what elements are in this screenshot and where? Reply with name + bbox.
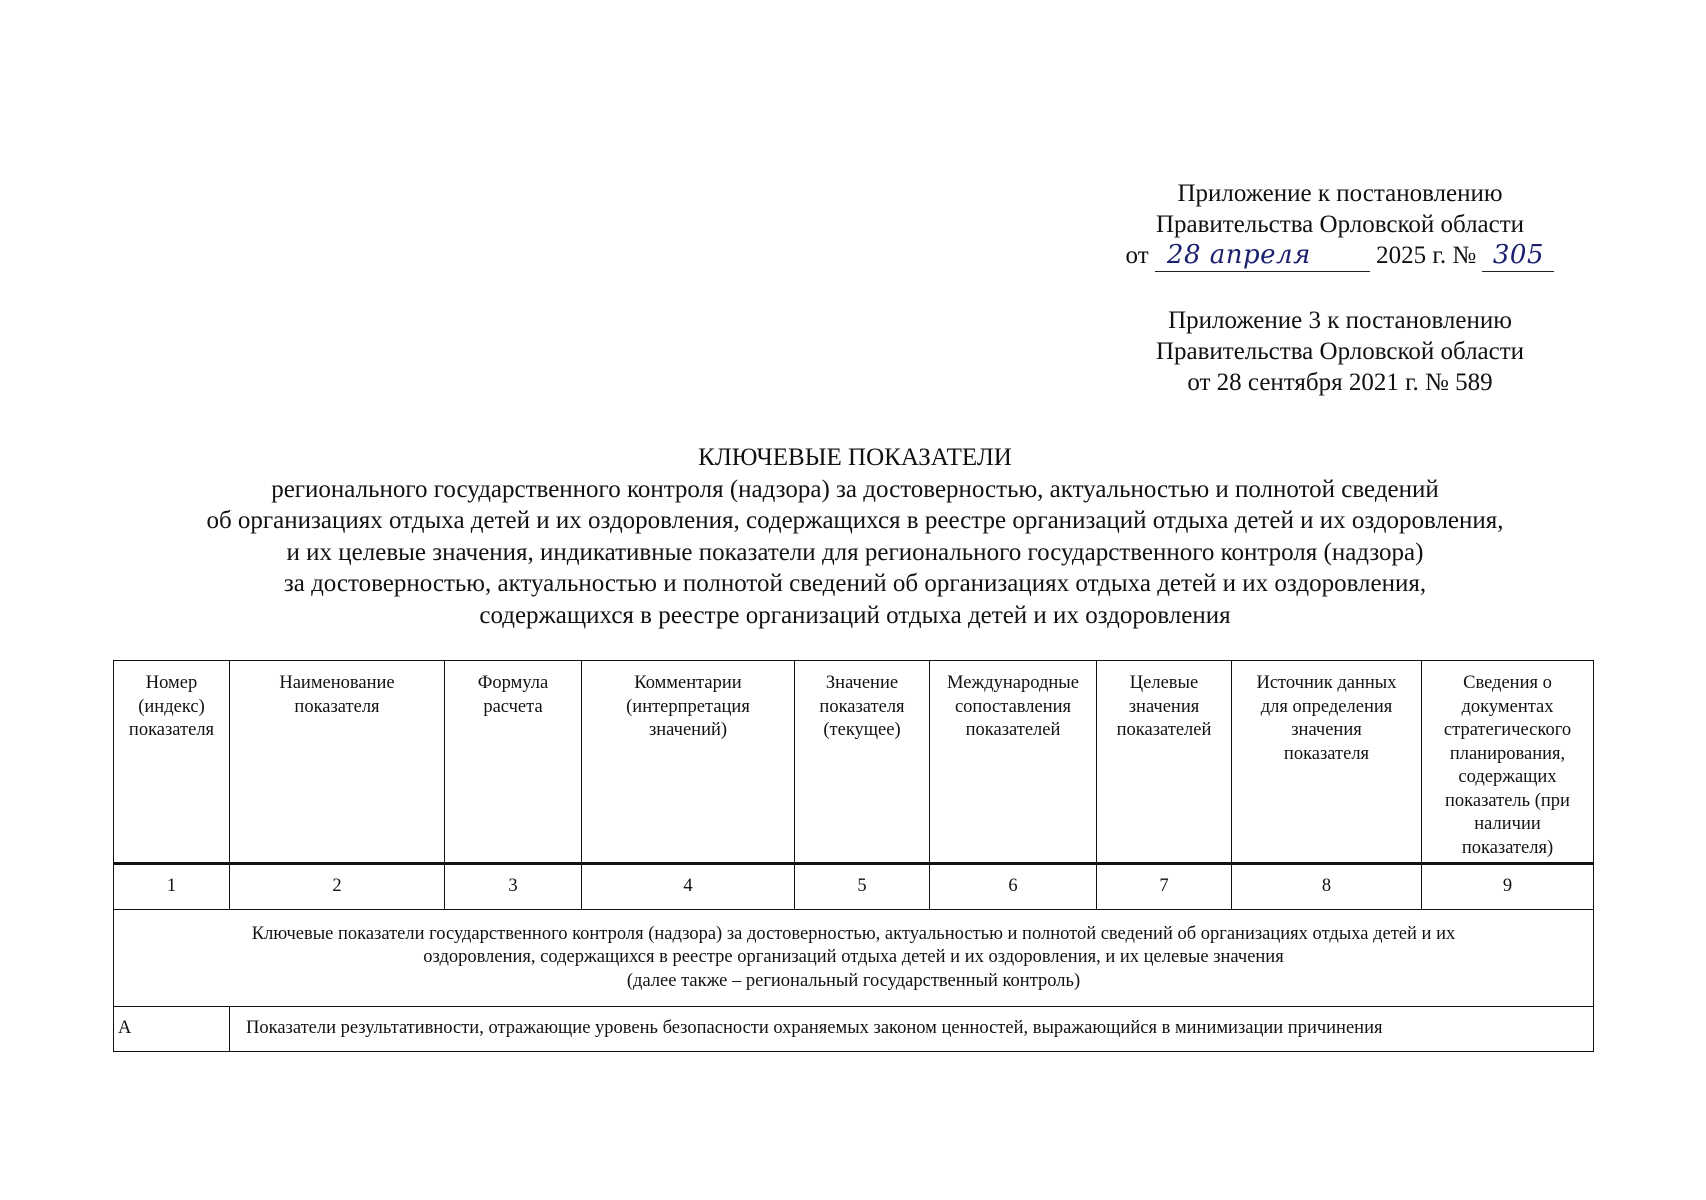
header-cell: Номер (индекс) показателя [114, 661, 230, 864]
column-number: 1 [114, 864, 230, 910]
header-cell: Международные сопоставления показателей [930, 661, 1097, 864]
appendix-secondary [1090, 305, 1590, 398]
indicators-table [113, 660, 1594, 1052]
number-field [1482, 240, 1554, 272]
column-number: 3 [445, 864, 582, 910]
title-line: регионального государственного контроля (надзора) за достоверностью, актуальностью и полнотой сведений [271, 475, 1439, 503]
title-line: за достоверностью, актуальностью и полнотой сведений об организациях отдыха детей и их оздоровления, [283, 570, 1427, 597]
section-heading-row [114, 910, 1594, 1007]
header-cell: Целевые значения показателей [1097, 661, 1232, 864]
column-number-row [114, 864, 1594, 910]
row-text: Показатели результативности, отражающие уровень безопасности охраняемых законом ценностей, выражающийся в минимизации причинения [230, 1007, 1594, 1052]
title-line: содержащихся в реестре организаций отдыха детей и их оздоровления [479, 601, 1231, 629]
appendix-secondary-line3: от 28 сентября 2021 г. № 589 [1187, 369, 1493, 396]
title-line: об организациях отдыха детей и их оздоровления, содержащихся в реестре организаций отдыха детей и их оздоровления, [206, 507, 1504, 534]
appendix-secondary-line1: Приложение 3 к постановлению [1168, 307, 1512, 334]
handwritten-number: 305 [1492, 240, 1545, 270]
header-cell: Значение показателя (текущее) [795, 661, 930, 864]
appendix-primary-line3 [1090, 240, 1590, 272]
column-number: 6 [930, 864, 1097, 910]
document-title [60, 442, 1650, 631]
column-number: 5 [795, 864, 930, 910]
title-line: и их целевые значения, индикативные показатели для регионального государственного контроля (надзора) [286, 538, 1424, 566]
column-number: 7 [1097, 864, 1232, 910]
year-label: 2025 г. № [1376, 242, 1477, 269]
appendix-primary [1090, 178, 1590, 272]
row-index: А [114, 1007, 230, 1052]
header-cell: Наименование показателя [230, 661, 445, 864]
column-number: 8 [1232, 864, 1422, 910]
from-label: от [1125, 242, 1149, 269]
section-heading-cell: Ключевые показатели государственного контроля (надзора) за достоверностью, актуальностью и полнотой сведений об организациях отдыха детей и их оздоровления, содержащихся в реестре организаций отдыха детей и их оздоровления, и их целевые значения (далее также – региональный государственный контроль) [114, 910, 1594, 1007]
column-number: 4 [582, 864, 795, 910]
column-number: 9 [1422, 864, 1594, 910]
header-cell: Комментарии (интерпретация значений) [582, 661, 795, 864]
appendix-primary-line2: Правительства Орловской области [1155, 211, 1525, 238]
header-cell: Сведения о документах стратегического планирования, содержащих показатель (при наличии показателя) [1422, 661, 1594, 864]
handwritten-date: 28 апреля [1166, 240, 1311, 270]
column-number: 2 [230, 864, 445, 910]
appendix-primary-line1: Приложение к постановлению [1177, 180, 1503, 207]
appendix-secondary-line2: Правительства Орловской области [1155, 338, 1525, 365]
title-heading: КЛЮЧЕВЫЕ ПОКАЗАТЕЛИ [698, 444, 1012, 471]
table-header-row [114, 661, 1594, 864]
date-field [1155, 240, 1370, 272]
header-cell: Формула расчета [445, 661, 582, 864]
header-cell: Источник данных для определения значения показателя [1232, 661, 1422, 864]
table-row [114, 1007, 1594, 1052]
